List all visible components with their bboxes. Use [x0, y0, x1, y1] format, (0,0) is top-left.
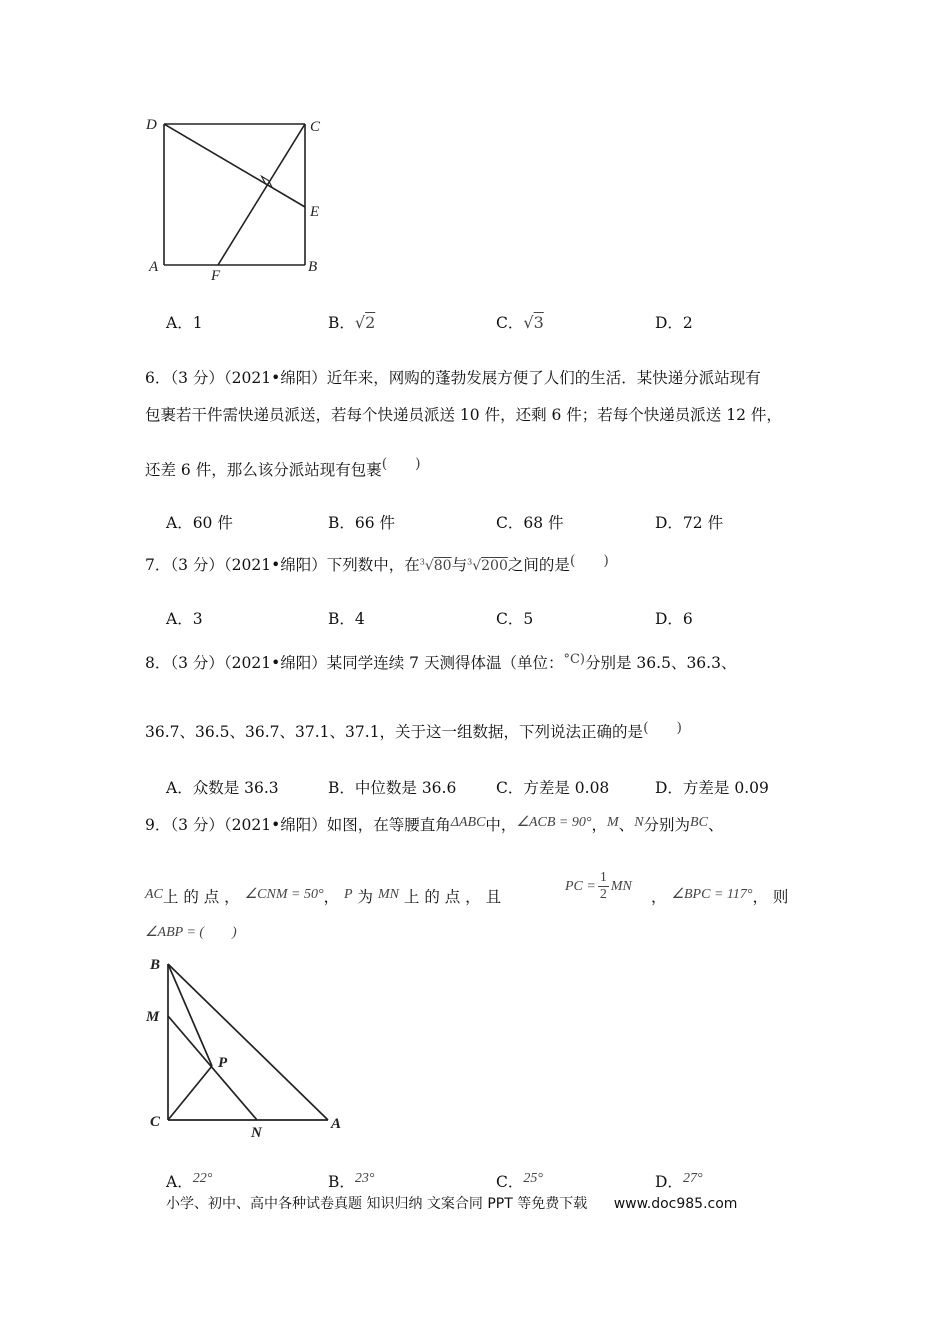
- segment-bp: [168, 964, 212, 1066]
- segment-pc: [168, 1066, 212, 1120]
- q6-line2: 包裹若干件需快递员派送，若每个快递员派送 10 件，还剩 6 件；若每个快递员派送 12 件，: [145, 406, 782, 424]
- q9-line1: [145, 813, 723, 835]
- q9-angle-bpc: ∠BPC = 117°: [671, 887, 753, 902]
- q9-option-d[interactable]: [655, 1170, 703, 1192]
- q9-pc-lhs: PC =: [565, 878, 596, 894]
- q9-pc-equation: [565, 870, 632, 903]
- q9-comma2: ，: [323, 888, 340, 906]
- q5-option-d[interactable]: D．2: [655, 314, 693, 332]
- cube-root-200: $^3$√200: [467, 557, 508, 574]
- q9-n: N: [634, 815, 644, 830]
- q9-option-b-value: 23°: [354, 1171, 375, 1186]
- q8-option-a[interactable]: A．众数是 36.3: [166, 779, 279, 797]
- label-f: F: [211, 268, 221, 284]
- q7-option-b[interactable]: B．4: [328, 610, 365, 628]
- label-c: C: [150, 1114, 161, 1130]
- q9-comma3: ，: [651, 888, 667, 906]
- label-d: D: [146, 117, 157, 133]
- q7-suffix: 之间的是: [507, 556, 570, 574]
- sqrt-2: √2: [354, 313, 376, 332]
- q7-mid: 与: [451, 556, 468, 574]
- q9-option-c-letter: C．: [496, 1173, 524, 1191]
- cube-root-80: $^3$√80: [419, 557, 452, 574]
- q9-question-abp: ∠ABP = ( ): [145, 925, 237, 940]
- label-n: N: [251, 1125, 262, 1141]
- q9-ac: AC: [145, 887, 163, 902]
- footer: [166, 1193, 737, 1213]
- q9-m: M: [607, 815, 619, 830]
- triangle-figure: [140, 950, 355, 1145]
- q9-option-b-letter: B．: [328, 1173, 355, 1191]
- q9-option-c[interactable]: [496, 1170, 543, 1192]
- q7-line: [145, 553, 609, 575]
- label-b: B: [308, 259, 318, 275]
- q7-option-d[interactable]: D．6: [655, 610, 693, 628]
- q9-line2-tail: [651, 885, 788, 907]
- q8-line1b: 分别是 36.5、36.3、: [585, 654, 737, 672]
- q5-option-c[interactable]: [496, 311, 544, 333]
- q8-paren: ( ): [643, 720, 682, 736]
- segment-cf: [218, 124, 305, 265]
- q9-option-c-value: 25°: [523, 1171, 543, 1186]
- footer-url[interactable]: www.doc985.com: [613, 1196, 738, 1212]
- q8-option-b[interactable]: B．中位数是 36.6: [328, 779, 457, 797]
- q7-option-c[interactable]: C．5: [496, 610, 534, 628]
- q9-angle-acb: ∠ACB = 90°: [516, 815, 592, 830]
- q9-line1b: 中，: [485, 816, 517, 834]
- q9-line2c: 上 的 点 ， 且: [403, 888, 502, 906]
- q9-option-d-letter: D．: [655, 1173, 683, 1191]
- q9-fraction: $\frac{1}{2}$: [599, 870, 607, 902]
- label-b: B: [150, 957, 161, 973]
- footer-text: 小学、初中、高中各种试卷真题 知识归纳 文案合同 PPT 等免费下载: [166, 1196, 588, 1212]
- q6-line3-text: 还差 6 件，那么该分派站现有包裹: [145, 461, 382, 479]
- q5-option-a[interactable]: A．1: [166, 314, 203, 332]
- q9-option-a-letter: A．: [166, 1173, 193, 1191]
- label-c: C: [310, 119, 321, 135]
- q8-option-d[interactable]: D．方差是 0.09: [655, 779, 769, 797]
- label-e: E: [310, 204, 320, 220]
- q8-line1a: 8．（3 分）（2021•绵阳）某同学连续 7 天测得体温（单位：: [145, 654, 564, 672]
- q8-line1: [145, 651, 736, 673]
- q7-paren: ( ): [569, 553, 609, 569]
- q7-option-a[interactable]: A．3: [166, 610, 203, 628]
- q6-line1: 6．（3 分）（2021•绵阳）近年来，网购的蓬勃发展方便了人们的生活．某快递分派站现有: [145, 369, 761, 387]
- q7-prefix: 7．（3 分）（2021•绵阳）下列数中，在: [145, 556, 420, 574]
- q9-comma1: ，: [591, 816, 607, 834]
- q8-line2: [145, 720, 682, 742]
- q9-triangle: ΔABC: [450, 815, 486, 830]
- side-ab: [168, 964, 328, 1120]
- q5-option-b[interactable]: [328, 311, 375, 333]
- label-m: M: [146, 1009, 160, 1025]
- q9-dun2: 、: [707, 816, 724, 834]
- q9-angle-cnm: ∠CNM = 50°: [244, 887, 324, 902]
- label-p: P: [218, 1055, 228, 1071]
- q9-mn: MN: [377, 887, 399, 902]
- q9-option-d-value: 27°: [682, 1171, 703, 1186]
- q9-option-b[interactable]: [328, 1170, 375, 1192]
- square-figure: [140, 110, 340, 285]
- q5-option-c-letter: C．: [496, 314, 524, 332]
- label-a: A: [331, 1116, 342, 1132]
- q6-paren: ( ): [381, 456, 421, 472]
- q9-p: P: [344, 887, 353, 902]
- q9-line2: [145, 885, 501, 907]
- q8-unit: °C): [563, 652, 585, 667]
- q6-line3: [145, 458, 421, 480]
- q9-bc: BC: [690, 815, 708, 830]
- q6-option-b[interactable]: B．66 件: [328, 514, 396, 532]
- q6-option-d[interactable]: D．72 件: [655, 514, 724, 532]
- q9-option-a[interactable]: [166, 1170, 212, 1192]
- q8-option-c[interactable]: C．方差是 0.08: [496, 779, 610, 797]
- segment-de: [164, 124, 305, 207]
- q9-line1c: 分别为: [643, 816, 691, 834]
- q9-line1a: 9．（3 分）（2021•绵阳）如图，在等腰直角: [145, 816, 451, 834]
- q9-line2b: 为: [357, 888, 374, 906]
- sqrt-3: √3: [523, 313, 544, 332]
- q6-option-c[interactable]: C．68 件: [496, 514, 564, 532]
- q9-pc-rhs: MN: [610, 878, 632, 894]
- q9-line2d: ， 则: [752, 888, 789, 906]
- q9-dun: 、: [618, 816, 635, 834]
- q9-line2a: 上 的 点 ，: [162, 888, 240, 906]
- q6-option-a[interactable]: A．60 件: [166, 514, 233, 532]
- q5-option-b-letter: B．: [328, 314, 355, 332]
- label-a: A: [149, 259, 159, 275]
- q8-line2-text: 36.7、36.5、36.7、37.1、37.1，关于这一组数据，下列说法正确的是: [145, 723, 644, 741]
- q9-option-a-value: 22°: [192, 1171, 213, 1186]
